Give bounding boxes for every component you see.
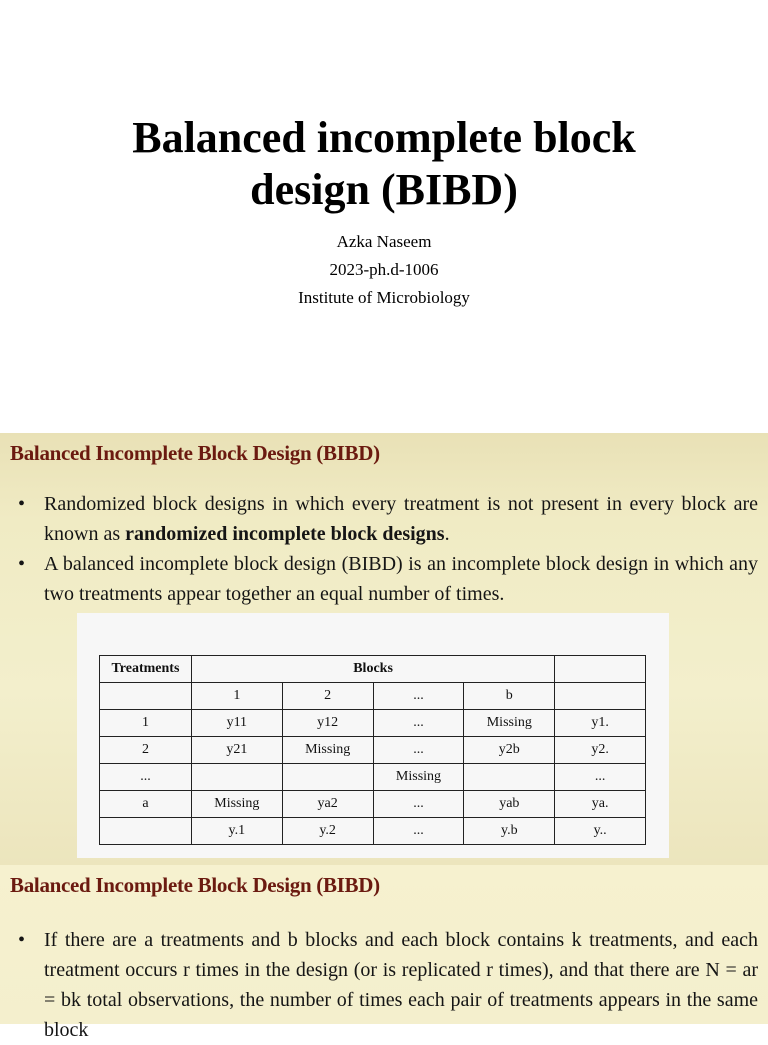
block-header: 2 [282,683,373,710]
table-cell: y21 [191,737,282,764]
table-cell: Missing [282,737,373,764]
bullet-text: If there are a treatments and b blocks and each block contains k treatments, and each treatment occurs r times in the design (or is replicated r times), and that there are N = ar = bk total observations, the number of times each pair of treatments appears in the same block [44,929,758,1041]
slide-heading: Balanced Incomplete Block Design (BIBD) [10,873,380,897]
table-cell: y.b [464,818,555,845]
table-cell: Missing [191,791,282,818]
header-blocks: Blocks [191,656,554,683]
slide-bibd-parameters [0,865,768,1041]
table-cell: y1. [555,710,646,737]
block-header: ... [373,683,464,710]
block-header: b [464,683,555,710]
bullet-dot-icon: • [18,553,26,575]
institute-name: Institute of Microbiology [298,288,470,307]
slide-heading: Balanced Incomplete Block Design (BIBD) [10,441,380,465]
table-cell: ... [373,710,464,737]
table-cell: y2b [464,737,555,764]
bullet-list [18,925,758,1045]
bullet-dot-icon: • [18,929,26,951]
table-card [77,613,669,858]
table-cell: ... [373,737,464,764]
bullet-text: Randomized block designs in which every treatment is not present in every block are known as [44,493,758,545]
table-cell [282,764,373,791]
bullet-bold-term: randomized incomplete block designs [125,523,445,545]
table-cell: ya. [555,791,646,818]
table-cell: y12 [282,710,373,737]
bullet-period: . [444,523,450,545]
table-cell: y.1 [191,818,282,845]
table-cell: ... [555,764,646,791]
table-cell: 1 [100,710,192,737]
block-header: 1 [191,683,282,710]
table-cell: 2 [100,737,192,764]
table-cell: ... [100,764,192,791]
table-cell [100,818,192,845]
subheader-blank [555,683,646,710]
table-row [100,737,646,764]
header-treatments: Treatments [100,656,192,683]
bullet-item [18,925,758,1045]
table-cell: y2. [555,737,646,764]
table-cell: y.. [555,818,646,845]
bibd-table [99,655,646,845]
student-id: 2023-ph.d-1006 [329,260,439,279]
title-meta [0,228,768,312]
table-row [100,818,646,845]
title-line-2: design (BIBD) [250,165,518,214]
table-cell: Missing [464,710,555,737]
author-name: Azka Naseem [336,232,432,251]
table-cell: ya2 [282,791,373,818]
header-blank [555,656,646,683]
title-slide [0,112,768,312]
bullet-item [18,489,758,549]
table-cell: yab [464,791,555,818]
table-cell [191,764,282,791]
subheader-blank [100,683,192,710]
table-cell: y11 [191,710,282,737]
title-line-1: Balanced incomplete block [132,113,636,162]
table-cell: y.2 [282,818,373,845]
table-row [100,710,646,737]
table-cell: ... [373,791,464,818]
table-cell: a [100,791,192,818]
bullet-item [18,549,758,609]
table-header-row [100,656,646,683]
table-subheader-row [100,683,646,710]
bullet-text: A balanced incomplete block design (BIBD) is an incomplete block design in which any two treatments appear together an equal number of times. [44,553,758,605]
table-cell [464,764,555,791]
bullet-dot-icon: • [18,493,26,515]
table-cell: Missing [373,764,464,791]
table-row [100,791,646,818]
table-cell: ... [373,818,464,845]
bullet-list [18,489,758,609]
slide-bibd-definition [0,433,768,865]
table-row [100,764,646,791]
